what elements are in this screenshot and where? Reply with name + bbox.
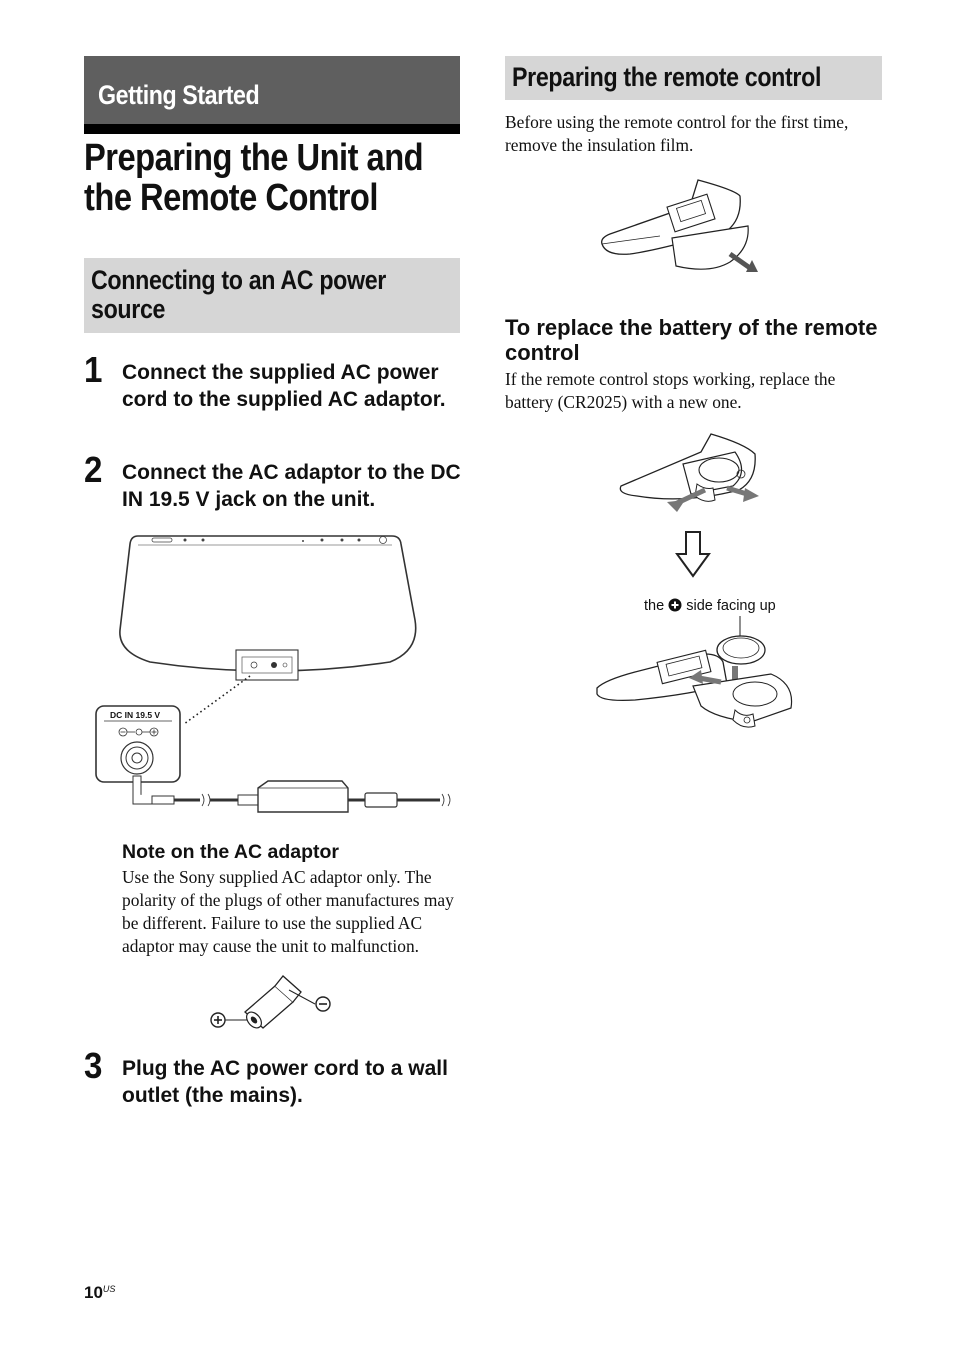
- battery-insertion-illustration: [595, 614, 800, 734]
- plug-polarity-illustration: [205, 970, 340, 1035]
- remote-intro: Before using the remote control for the first time, remove the insulation film.: [505, 112, 849, 155]
- section-banner: [84, 56, 460, 134]
- battery-removal-illustration: [615, 430, 765, 518]
- step-2-text: Connect the AC adaptor to the DC IN 19.5 V jack on the unit.: [122, 461, 461, 511]
- remote-heading: [505, 56, 882, 100]
- note-title: Note on the AC adaptor: [122, 841, 340, 863]
- note-body: Use the Sony supplied AC adaptor only. The polarity of the plugs of other manufactures may be different. Failure to use the supplied AC adaptor may cause the unit to malfunction.: [122, 867, 454, 956]
- page-number-value: 10: [84, 1283, 103, 1302]
- step-3-text: Plug the AC power cord to a wall outlet (the mains).: [122, 1057, 448, 1107]
- step-3-number: 3: [84, 1045, 103, 1086]
- unit-connection-illustration: [90, 530, 460, 820]
- battery-title: To replace the battery of the remote control: [505, 315, 878, 365]
- plus-circle-icon: [668, 598, 682, 612]
- connect-ac-heading-label: Connecting to an AC power source: [91, 265, 386, 324]
- down-arrow-icon: [675, 530, 711, 580]
- page-number: [84, 1283, 115, 1303]
- step-1-number: 1: [84, 349, 103, 390]
- connect-ac-heading: [84, 258, 460, 333]
- step-2-number: 2: [84, 449, 103, 490]
- remote-film-illustration: [600, 178, 765, 278]
- battery-caption: [644, 598, 776, 614]
- step-1-text: Connect the supplied AC power cord to the supplied AC adaptor.: [122, 361, 446, 411]
- battery-caption-suffix: side facing up: [686, 598, 776, 614]
- page-number-suffix: US: [102, 1284, 116, 1294]
- page-title: Preparing the Unit and the Remote Control: [84, 137, 424, 219]
- battery-body: If the remote control stops working, replace the battery (CR2025) with a new one.: [505, 369, 836, 412]
- section-banner-label: Getting Started: [98, 80, 260, 110]
- remote-heading-label: Preparing the remote control: [512, 62, 822, 92]
- battery-caption-prefix: the: [644, 598, 665, 614]
- jack-label: DC IN 19.5 V: [110, 710, 161, 720]
